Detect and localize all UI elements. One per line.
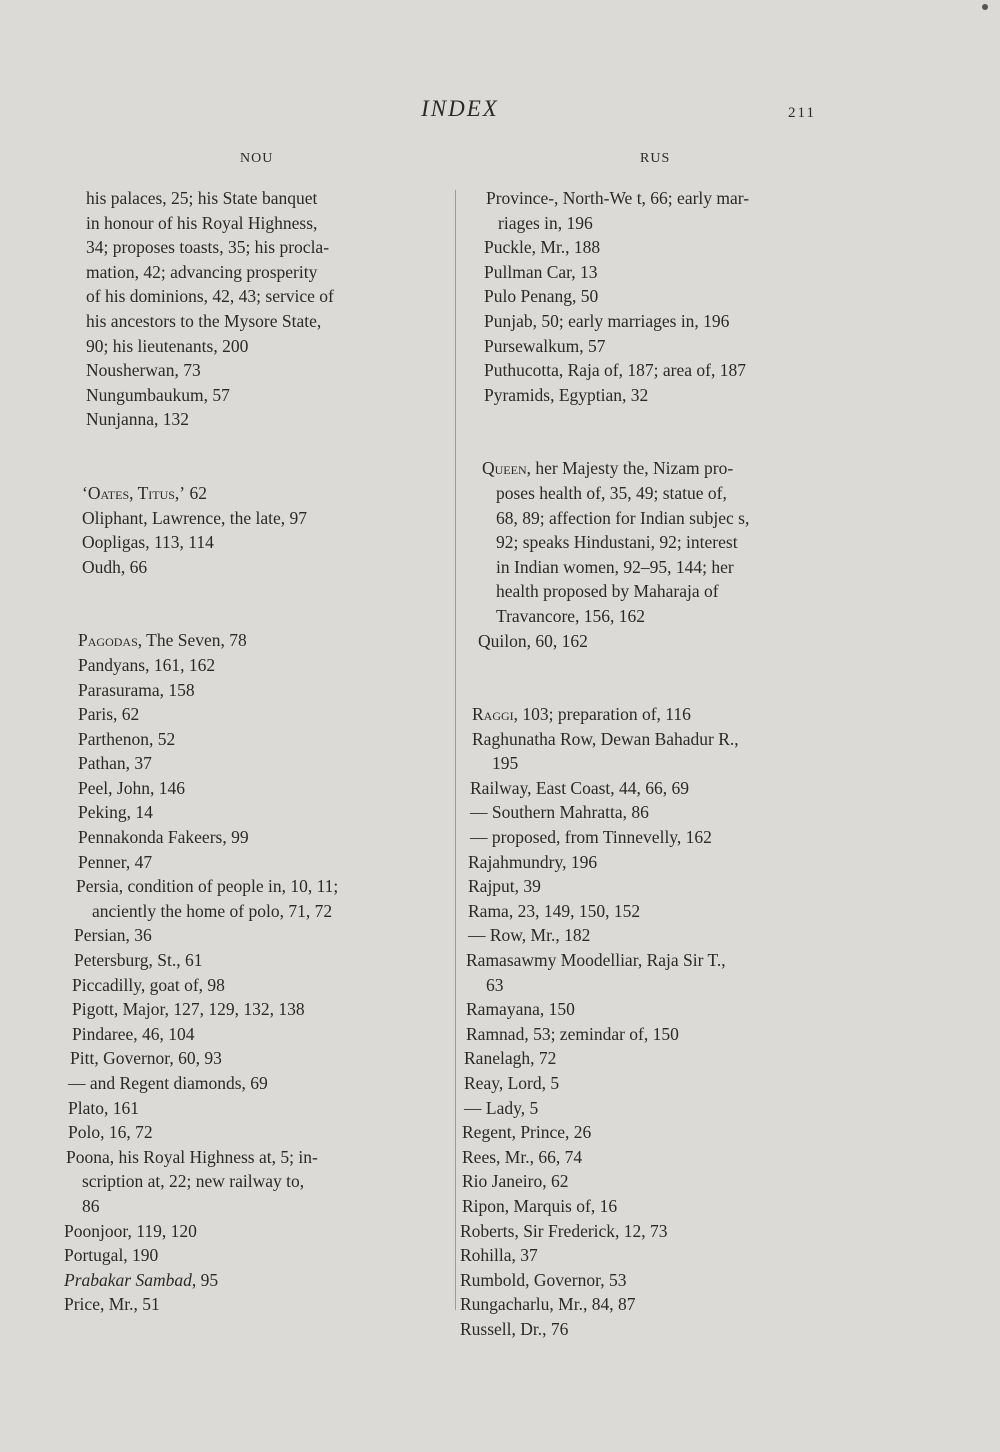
index-line: [64, 678, 432, 703]
index-line-text: 90; his lieutenants, 200: [86, 335, 249, 356]
index-line-text: Ramnad, 53; zemindar of, 150: [466, 1023, 679, 1044]
index-line-text: Ranelagh, 72: [464, 1048, 557, 1069]
index-line-text: Pyramids, Egyptian, 32: [484, 384, 649, 405]
index-line: [460, 1071, 816, 1096]
index-line: [460, 1046, 816, 1071]
index-line-text: Puthucotta, Raja of, 187; area of, 187: [484, 360, 746, 381]
section-gap: [64, 432, 432, 481]
index-line: [460, 555, 816, 580]
index-line-text: in honour of his Royal Highness,: [86, 212, 318, 233]
index-line: [64, 530, 432, 555]
index-line: [460, 727, 816, 752]
index-line-text: Pulo Penang, 50: [484, 286, 599, 307]
index-line-text: Poonjoor, 119, 120: [64, 1220, 197, 1241]
index-line: [64, 309, 432, 334]
index-line-text: — Southern Mahratta, 86: [470, 802, 649, 823]
index-line: [64, 260, 432, 285]
index-line: [64, 186, 432, 211]
index-line: [460, 751, 816, 776]
index-line: [460, 506, 816, 531]
index-line: [64, 1022, 432, 1047]
index-line-text: 63: [486, 974, 504, 995]
index-line: [460, 1145, 816, 1170]
index-line-text: Oudh, 66: [82, 556, 148, 577]
index-line-text: Peking, 14: [78, 802, 153, 823]
index-line-text: — and Regent diamonds, 69: [68, 1073, 268, 1093]
index-line: [460, 481, 816, 506]
index-line-text: Oliphant, Lawrence, the late, 97: [82, 507, 307, 528]
index-line-text: Paris, 62: [78, 704, 140, 725]
index-line: [64, 825, 432, 850]
index-line-text: mation, 42; advancing prosperity: [86, 261, 318, 282]
index-line: [460, 923, 816, 948]
index-line-text: Ramayana, 150: [466, 999, 575, 1020]
index-line: [64, 973, 432, 998]
index-line: [460, 1022, 816, 1047]
index-heading-word: Queen: [482, 458, 527, 479]
index-line: [64, 1071, 432, 1096]
index-line-text: Penner, 47: [78, 851, 153, 872]
index-line-text: Russell, Dr., 76: [460, 1318, 569, 1339]
index-line: [460, 1317, 816, 1342]
index-line-text: Oopligas, 113, 114: [82, 532, 214, 553]
index-line-text: 62: [185, 482, 208, 503]
index-line: [460, 997, 816, 1022]
index-line-text: Persian, 36: [74, 925, 152, 946]
index-line: [460, 1169, 816, 1194]
index-line-text: riages in, 196: [498, 212, 593, 233]
index-line: [64, 358, 432, 383]
index-line: [460, 211, 816, 236]
index-line-text: Price, Mr., 51: [64, 1294, 160, 1315]
index-line: [64, 1096, 432, 1121]
index-line-text: Railway, East Coast, 44, 66, 69: [470, 777, 690, 798]
index-line-text: 195: [492, 753, 519, 774]
print-speck: [982, 4, 988, 10]
index-line: [460, 1096, 816, 1121]
index-line: [460, 334, 816, 359]
index-line: [460, 456, 816, 481]
index-line: [64, 751, 432, 776]
index-line-text: Ripon, Marquis of, 16: [462, 1195, 618, 1216]
index-line: [460, 850, 816, 875]
page-title: INDEX: [421, 96, 499, 121]
index-line-text: 68, 89; affection for Indian subjec s,: [496, 507, 750, 528]
index-line: [64, 383, 432, 408]
index-line: [460, 1219, 816, 1244]
index-line-text: Reay, Lord, 5: [464, 1073, 560, 1093]
index-line-text: Persia, condition of people in, 10, 11;: [76, 876, 339, 897]
index-line-text: health proposed by Maharaja of: [496, 581, 719, 602]
index-line-text: his ancestors to the Mysore State,: [86, 310, 322, 331]
index-line: [64, 1120, 432, 1145]
index-line: [64, 800, 432, 825]
index-line: [460, 1292, 816, 1317]
index-line-text: Rungacharlu, Mr., 84, 87: [460, 1294, 636, 1315]
index-line-text: of his dominions, 42, 43; service of: [86, 286, 334, 307]
index-line: [64, 628, 432, 653]
index-line: [460, 235, 816, 260]
index-line: [64, 284, 432, 309]
index-line: [64, 702, 432, 727]
right-index-column: [460, 186, 816, 1342]
column-divider: [455, 190, 456, 1310]
index-line: [460, 899, 816, 924]
index-line-text: anciently the home of polo, 71, 72: [92, 900, 333, 921]
section-gap: [64, 579, 432, 628]
index-line: [64, 948, 432, 973]
index-line: [64, 850, 432, 875]
index-line: [460, 1120, 816, 1145]
index-line: [64, 776, 432, 801]
index-line-text: — proposed, from Tinnevelly, 162: [470, 827, 712, 848]
index-line: [460, 358, 816, 383]
index-line-text: Pitt, Governor, 60, 93: [70, 1048, 222, 1069]
index-line: [64, 1268, 432, 1293]
index-line-text: — Lady, 5: [464, 1097, 539, 1118]
index-line-text: Parasurama, 158: [78, 679, 195, 700]
index-line: [460, 1268, 816, 1293]
index-line-text: Ramasawmy Moodelliar, Raja Sir T.,: [466, 950, 726, 971]
index-line-text: Puckle, Mr., 188: [484, 237, 601, 258]
index-line: [460, 260, 816, 285]
index-line: [64, 923, 432, 948]
index-line-text: Piccadilly, goat of, 98: [72, 974, 225, 995]
index-line: [64, 653, 432, 678]
index-line: [460, 948, 816, 973]
index-line-text: Plato, 161: [68, 1097, 139, 1118]
index-line-text: Rio Janeiro, 62: [462, 1171, 569, 1192]
index-line: [64, 874, 432, 899]
index-line: [460, 874, 816, 899]
index-line-text: Pathan, 37: [78, 753, 152, 774]
index-line-text: Raghunatha Row, Dewan Bahadur R.,: [472, 728, 739, 749]
index-line-text: Nousherwan, 73: [86, 360, 201, 381]
section-gap: [460, 407, 816, 456]
index-line: [64, 1194, 432, 1219]
index-line: [64, 1243, 432, 1268]
right-running-head: RUS: [640, 151, 671, 166]
left-index-column: [64, 186, 432, 1317]
index-line-text: Regent, Prince, 26: [462, 1122, 592, 1143]
index-line-text: Rohilla, 37: [460, 1245, 538, 1266]
index-line-text: — Row, Mr., 182: [468, 925, 591, 946]
index-line-text: Poona, his Royal Highness at, 5; in-: [66, 1146, 318, 1167]
index-line-text: his palaces, 25; his State banquet: [86, 188, 318, 208]
index-heading-word: Raggi: [472, 704, 514, 725]
index-line: [64, 1046, 432, 1071]
index-line: [64, 1219, 432, 1244]
index-line-text: Nungumbaukum, 57: [86, 384, 230, 405]
index-line: [460, 1243, 816, 1268]
index-line-text: Rama, 23, 149, 150, 152: [468, 900, 641, 921]
index-line: [460, 973, 816, 998]
index-line-text: Pindaree, 46, 104: [72, 1023, 195, 1044]
index-line-text: , 95: [191, 1269, 219, 1290]
index-line-text: poses health of, 35, 49; statue of,: [496, 482, 727, 503]
index-line-text: Rajahmundry, 196: [468, 851, 598, 872]
index-line-text: 92; speaks Hindustani, 92; interest: [496, 532, 738, 553]
index-line: [64, 506, 432, 531]
index-line-text: Petersburg, St., 61: [74, 950, 203, 971]
index-line: [460, 825, 816, 850]
index-heading-word: ‘Oates, Titus,’: [82, 482, 186, 503]
index-line: [64, 1169, 432, 1194]
section-gap: [460, 653, 816, 702]
index-line: [64, 1145, 432, 1170]
index-line: [460, 1194, 816, 1219]
index-line: [460, 530, 816, 555]
index-line-text: Peel, John, 146: [78, 777, 185, 798]
index-line-text: Pigott, Major, 127, 129, 132, 138: [72, 999, 305, 1020]
index-line-text: Quilon, 60, 162: [478, 630, 588, 651]
index-line: [460, 629, 816, 654]
index-line-text: Polo, 16, 72: [68, 1122, 153, 1143]
left-running-head: NOU: [240, 151, 274, 166]
index-line-text: Rajput, 39: [468, 876, 541, 897]
index-line-text: Nunjanna, 132: [86, 409, 190, 430]
index-line-text: Pennakonda Fakeers, 99: [78, 827, 249, 848]
index-line-text: , 103; preparation of, 116: [513, 704, 691, 725]
index-line-text: , her Majesty the, Nizam pro-: [526, 458, 734, 479]
index-line: [460, 776, 816, 801]
index-italic-title: Prabakar Sambad: [64, 1269, 192, 1290]
index-line-text: scription at, 22; new railway to,: [82, 1171, 305, 1192]
index-heading-word: Pagodas: [78, 630, 138, 651]
index-line-text: 86: [82, 1195, 100, 1216]
index-line-text: Pullman Car, 13: [484, 261, 598, 282]
index-line: [64, 727, 432, 752]
index-line: [64, 481, 432, 506]
index-line: [64, 211, 432, 236]
index-line: [64, 997, 432, 1022]
index-line: [460, 702, 816, 727]
index-line: [64, 555, 432, 580]
index-line-text: 34; proposes toasts, 35; his procla-: [86, 237, 330, 258]
page-number: 211: [788, 105, 816, 121]
index-line-text: Parthenon, 52: [78, 728, 176, 749]
index-line: [460, 309, 816, 334]
index-line: [64, 899, 432, 924]
index-line-text: Pursewalkum, 57: [484, 335, 606, 356]
index-line: [460, 800, 816, 825]
index-line-text: Travancore, 156, 162: [496, 605, 646, 626]
index-line: [460, 383, 816, 408]
index-line-text: Pandyans, 161, 162: [78, 654, 216, 675]
index-line-text: Province‑, North-We t, 66; early mar-: [486, 188, 750, 208]
index-line: [64, 1292, 432, 1317]
index-line: [460, 579, 816, 604]
index-line: [64, 407, 432, 432]
index-line: [64, 334, 432, 359]
index-line-text: Rumbold, Governor, 53: [460, 1269, 627, 1290]
index-line: [460, 604, 816, 629]
index-line: [64, 235, 432, 260]
index-line: [460, 186, 816, 211]
index-line-text: in Indian women, 92–95, 144; her: [496, 556, 734, 577]
index-line-text: , The Seven, 78: [137, 630, 247, 651]
index-line-text: Roberts, Sir Frederick, 12, 73: [460, 1220, 668, 1241]
index-line-text: Portugal, 190: [64, 1245, 159, 1266]
index-line: [460, 284, 816, 309]
index-line-text: Punjab, 50; early marriages in, 196: [484, 310, 730, 331]
index-line-text: Rees, Mr., 66, 74: [462, 1146, 583, 1167]
